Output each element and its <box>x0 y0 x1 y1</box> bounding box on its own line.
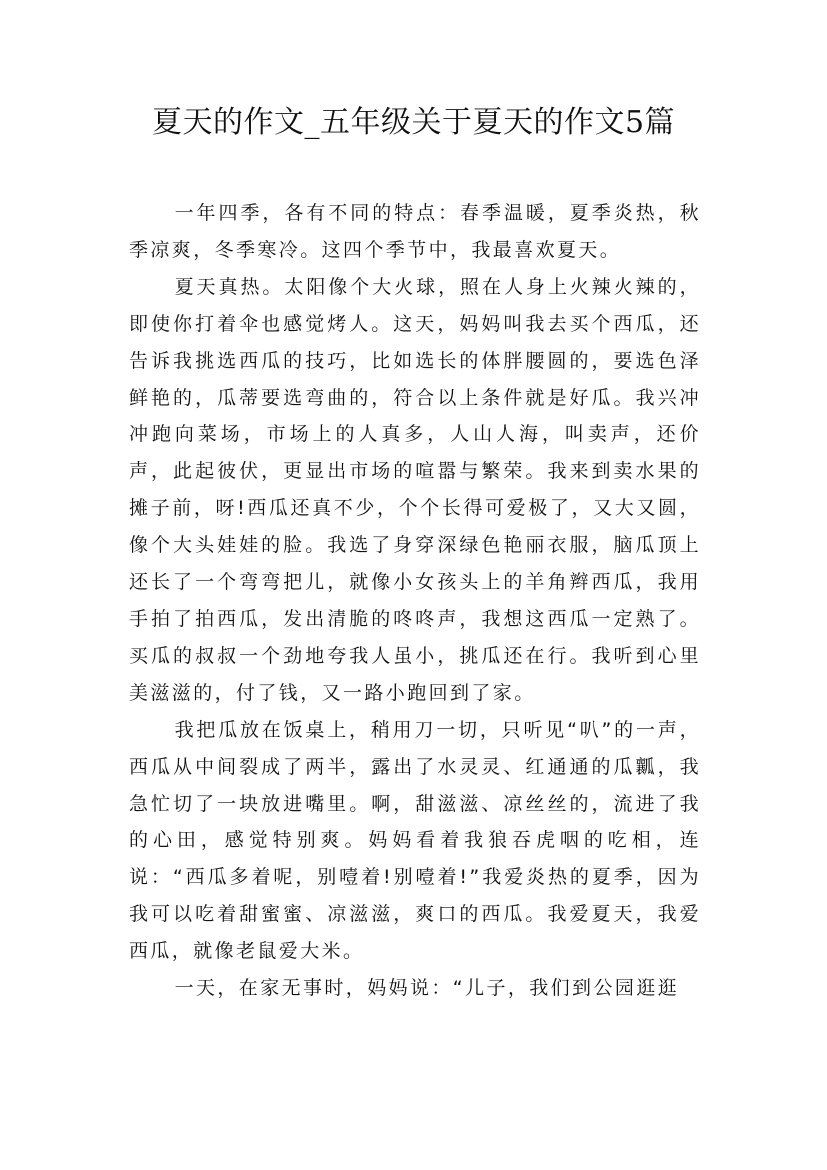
paragraph-eating-watermelon: 我把瓜放在饭桌上，稍用刀一切，只听见“叭”的一声，西瓜从中间裂成了两半，露出了水灵灵、红通通的瓜瓤，我急忙切了一块放进嘴里。啊，甜滋滋、凉丝丝的，流进了我的心田，感觉特别爽。妈妈看着我狼吞虎咽的吃相，连说：“西瓜多着呢，别噎着!别噎着!”我爱炎热的夏季，因为我可以吃着甜蜜蜜、凉滋滋，爽口的西瓜。我爱夏天，我爱西瓜，就像老鼠爱大米。 <box>129 718 701 963</box>
paragraph-park-visit: 一天，在家无事时，妈妈说：“儿子，我们到公园逛逛 <box>174 977 680 1000</box>
document-body <box>129 195 701 1007</box>
paragraph-buying-watermelon: 夏天真热。太阳像个大火球，照在人身上火辣火辣的，即使你打着伞也感觉烤人。这天，妈妈叫我去买个西瓜，还告诉我挑选西瓜的技巧，比如选长的体胖腰圆的，要选色泽鲜艳的，瓜蒂要选弯曲的，符合以上条件就是好瓜。我兴冲冲跑向菜场，市场上的人真多，人山人海，叫卖声，还价声，此起彼伏，更显出市场的喧嚣与繁荣。我来到卖水果的摊子前，呀!西瓜还真不少，个个长得可爱极了，又大又圆，像个大头娃娃的脸。我选了身穿深绿色艳丽衣服，脑瓜顶上还长了一个弯弯把儿，就像小女孩头上的羊角辫西瓜，我用手拍了拍西瓜，发出清脆的咚咚声，我想这西瓜一定熟了。买瓜的叔叔一个劲地夸我人虽小，挑瓜还在行。我听到心里美滋滋的，付了钱，又一路小跑回到了家。 <box>129 275 701 704</box>
paragraph-intro: 一年四季，各有不同的特点：春季温暖，夏季炎热，秋季凉爽，冬季寒冷。这四个季节中，我最喜欢夏天。 <box>129 202 701 261</box>
document-title: 夏天的作文_五年级关于夏天的作文5篇 <box>151 105 676 140</box>
